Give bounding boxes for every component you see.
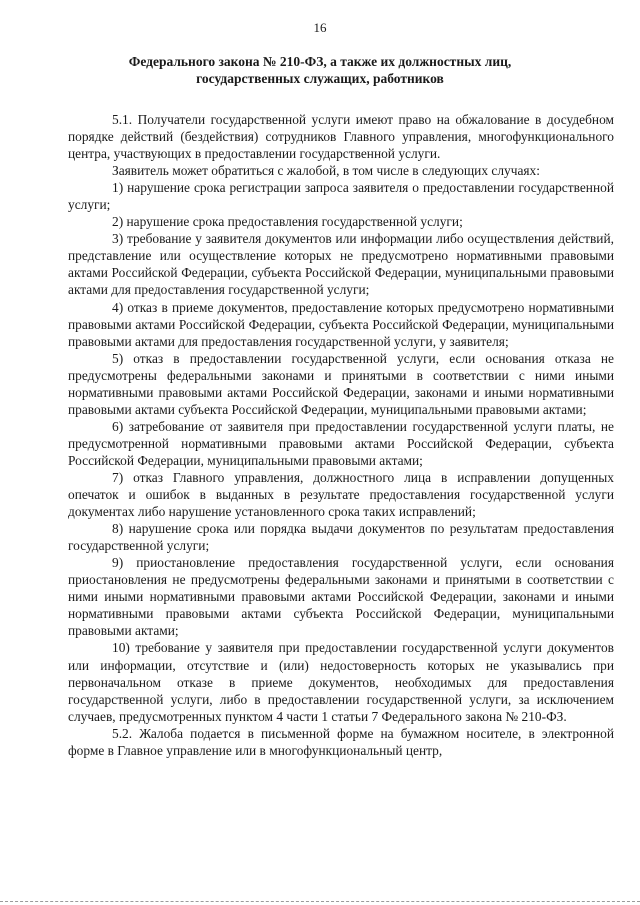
list-item-1: 1) нарушение срока регистрации запроса заявителя о предоставлении государственной услуги;: [68, 180, 614, 213]
page-bottom-edge: [0, 901, 640, 902]
list-item-7: 7) отказ Главного управления, должностного лица в исправлении допущенных опечаток и ошибок в выданных в результате предоставления государственной услуги документах либо нарушение установленного срока таких исправлений;: [68, 469, 614, 520]
page-number: 16: [313, 20, 327, 35]
paragraph-complaint-cases-intro: Заявитель может обратиться с жалобой, в том числе в следующих случаях:: [112, 163, 540, 179]
list-item-6: 6) затребование от заявителя при предоставлении государственной услуги платы, не предусмотренной нормативными правовыми актами Российской Федерации, субъекта Российской Федерации, муниципальными правовыми актами;: [68, 418, 614, 468]
list-item-10: 10) требование у заявителя при предоставлении государственной услуги документов или информации, отсутствие и (или) недостоверность которых не указывались при первоначальном отказе в приеме документов, необходимых для предоставления государственной услуги, либо в предоставлении государственной услуги, за исключением случаев, предусмотренных пунктом 4 части 1 статьи 7 Федерального закона № 210-ФЗ.: [68, 640, 614, 724]
list-item-8: 8) нарушение срока или порядка выдачи документов по результатам предоставления государственной услуги;: [68, 521, 614, 554]
paragraph-5-1: 5.1. Получатели государственной услуги имеют право на обжалование в досудебном порядке действий (бездействия) сотрудников Главного управления, многофункционального центра, участвующих в предоставлении государственной услуги.: [68, 112, 614, 162]
list-item-4: 4) отказ в приеме документов, предоставление которых предусмотрено нормативными правовыми актами Российской Федерации, субъекта Российской Федерации, муниципальными правовыми актами для предоставления государственной услуги, у заявителя;: [68, 299, 614, 349]
document-body: [68, 111, 614, 759]
list-item-2: 2) нарушение срока предоставления государственной услуги;: [112, 214, 463, 230]
section-heading: [80, 53, 560, 87]
paragraph-5-2: 5.2. Жалоба подается в письменной форме на бумажном носителе, в электронной форме в Главное управление или в многофункциональный центр,: [68, 725, 614, 758]
section-heading-line-1: Федерального закона № 210-ФЗ, а также их должностных лиц,: [128, 54, 512, 69]
list-item-5: 5) отказ в предоставлении государственной услуги, если основания отказа не предусмотрены федеральными законами и принятыми в соответствии с ними иными нормативными правовыми актами Российской Федерации, законами и иными нормативными правовыми актами субъекта Российской Федерации, муниципальными правовыми актами;: [68, 350, 614, 417]
section-heading-line-2: государственных служащих, работников: [196, 71, 444, 86]
list-item-3: 3) требование у заявителя документов или информации либо осуществления действий, представление или осуществление которых не предусмотрено нормативными правовыми актами Российской Федерации, субъекта Российской Федерации, муниципальными правовыми актами для предоставления государственной услуги;: [68, 231, 614, 298]
list-item-9: 9) приостановление предоставления государственной услуги, если основания приостановления не предусмотрены федеральными законами и принятыми в соответствии с ними иными нормативными правовыми актами Российской Федерации, законами и иными нормативными правовыми актами субъекта Российской Федерации, муниципальными правовыми актами;: [68, 555, 614, 639]
